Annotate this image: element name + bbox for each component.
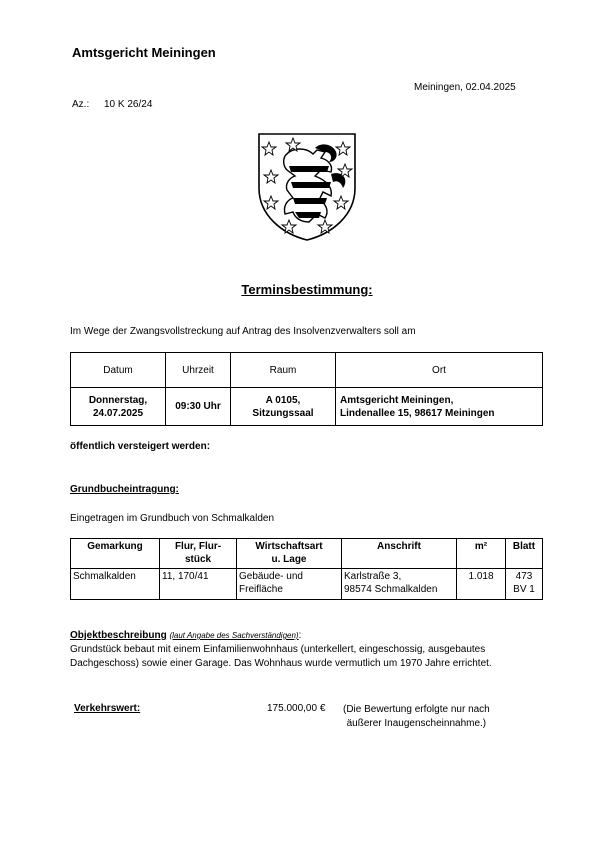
market-value-note [343,703,490,731]
cell-flur: 11, 170/41 [160,569,237,600]
market-value-note-line1: (Die Bewertung erfolgte nur nach [343,704,490,715]
coat-of-arms-icon [255,130,359,242]
header-flur [160,539,237,569]
object-description-heading [70,630,301,641]
header-anschrift: Anschrift [342,539,457,569]
cell-blatt [506,569,543,600]
land-register-table [70,538,543,600]
cell-gemarkung: Schmalkalden [71,569,160,600]
page-title: Terminsbestimmung: [241,282,373,297]
market-value: 175.000,00 € [267,703,326,714]
header-art-line1: Wirtschaftsart [255,541,323,552]
cell-art-line2: Freifläche [239,584,283,595]
land-register-text: Eingetragen im Grundbuch von Schmalkalden [70,513,275,524]
appointment-table [70,352,543,426]
header-art-line2: u. Lage [271,554,307,565]
coat-of-arms-emblem [255,130,359,247]
table-header-row [71,353,543,388]
object-heading-colon: : [298,630,302,641]
room-name: Sitzungssaal [252,407,314,419]
appointment-date [71,388,166,426]
header-m2: m² [457,539,506,569]
object-line-1: Grundstück bebaut mit einem Einfamilienwohnhaus (unterkellert, eingeschossig, ausgebautes [70,644,486,655]
cell-anschrift [342,569,457,600]
market-value-label: Verkehrswert: [74,703,141,714]
header-flur-line2: stück [184,554,212,565]
table-row [71,569,543,600]
cell-wirtschaftsart [237,569,342,600]
object-heading-note: (laut Angabe des Sachverständigen) [169,631,299,640]
appointment-place [336,388,543,426]
cell-city: 98574 Schmalkalden [344,584,438,595]
cell-m2: 1.018 [457,569,506,600]
auction-statement: öffentlich versteigert werden: [70,441,211,452]
header-gemarkung: Gemarkung [71,539,160,569]
cell-art-line1: Gebäude- und [239,571,303,582]
object-description-text [70,643,550,671]
file-number-label: Az.: [72,99,90,110]
court-name: Amtsgericht Meiningen [72,45,216,60]
table-header-row [71,539,543,569]
header-raum: Raum [231,353,336,388]
date-value: 24.07.2025 [92,407,144,419]
place-name: Amtsgericht Meiningen, [340,394,454,406]
file-number: 10 K 26/24 [104,99,153,110]
header-ort: Ort [336,353,543,388]
object-line-2: Dachgeschoss) sowie einer Garage. Das Wohnhaus wurde vermutlich um 1970 Jahre errichtet. [70,658,492,669]
room-number: A 0105, [265,394,301,406]
header-blatt: Blatt [506,539,543,569]
object-heading-label: Objektbeschreibung [70,630,167,641]
header-flur-line1: Flur, Flur- [174,541,222,552]
table-row [71,388,543,426]
place-date: Meiningen, 02.04.2025 [414,82,516,93]
appointment-room [231,388,336,426]
market-value-note-line2: äußerer Inaugenscheinnahme.) [346,718,487,729]
appointment-time: 09:30 Uhr [166,388,231,426]
land-register-heading: Grundbucheintragung: [70,484,179,495]
header-datum: Datum [71,353,166,388]
place-address: Lindenallee 15, 98617 Meiningen [340,407,495,419]
intro-text: Im Wege der Zwangsvollstreckung auf Antrag des Insolvenzverwalters soll am [70,326,416,337]
date-weekday: Donnerstag, [88,394,148,406]
header-wirtschaftsart [237,539,342,569]
cell-blatt-number: 473 [515,571,533,582]
cell-street: Karlstraße 3, [344,571,402,582]
header-uhrzeit: Uhrzeit [166,353,231,388]
cell-blatt-bv: BV 1 [513,584,535,595]
